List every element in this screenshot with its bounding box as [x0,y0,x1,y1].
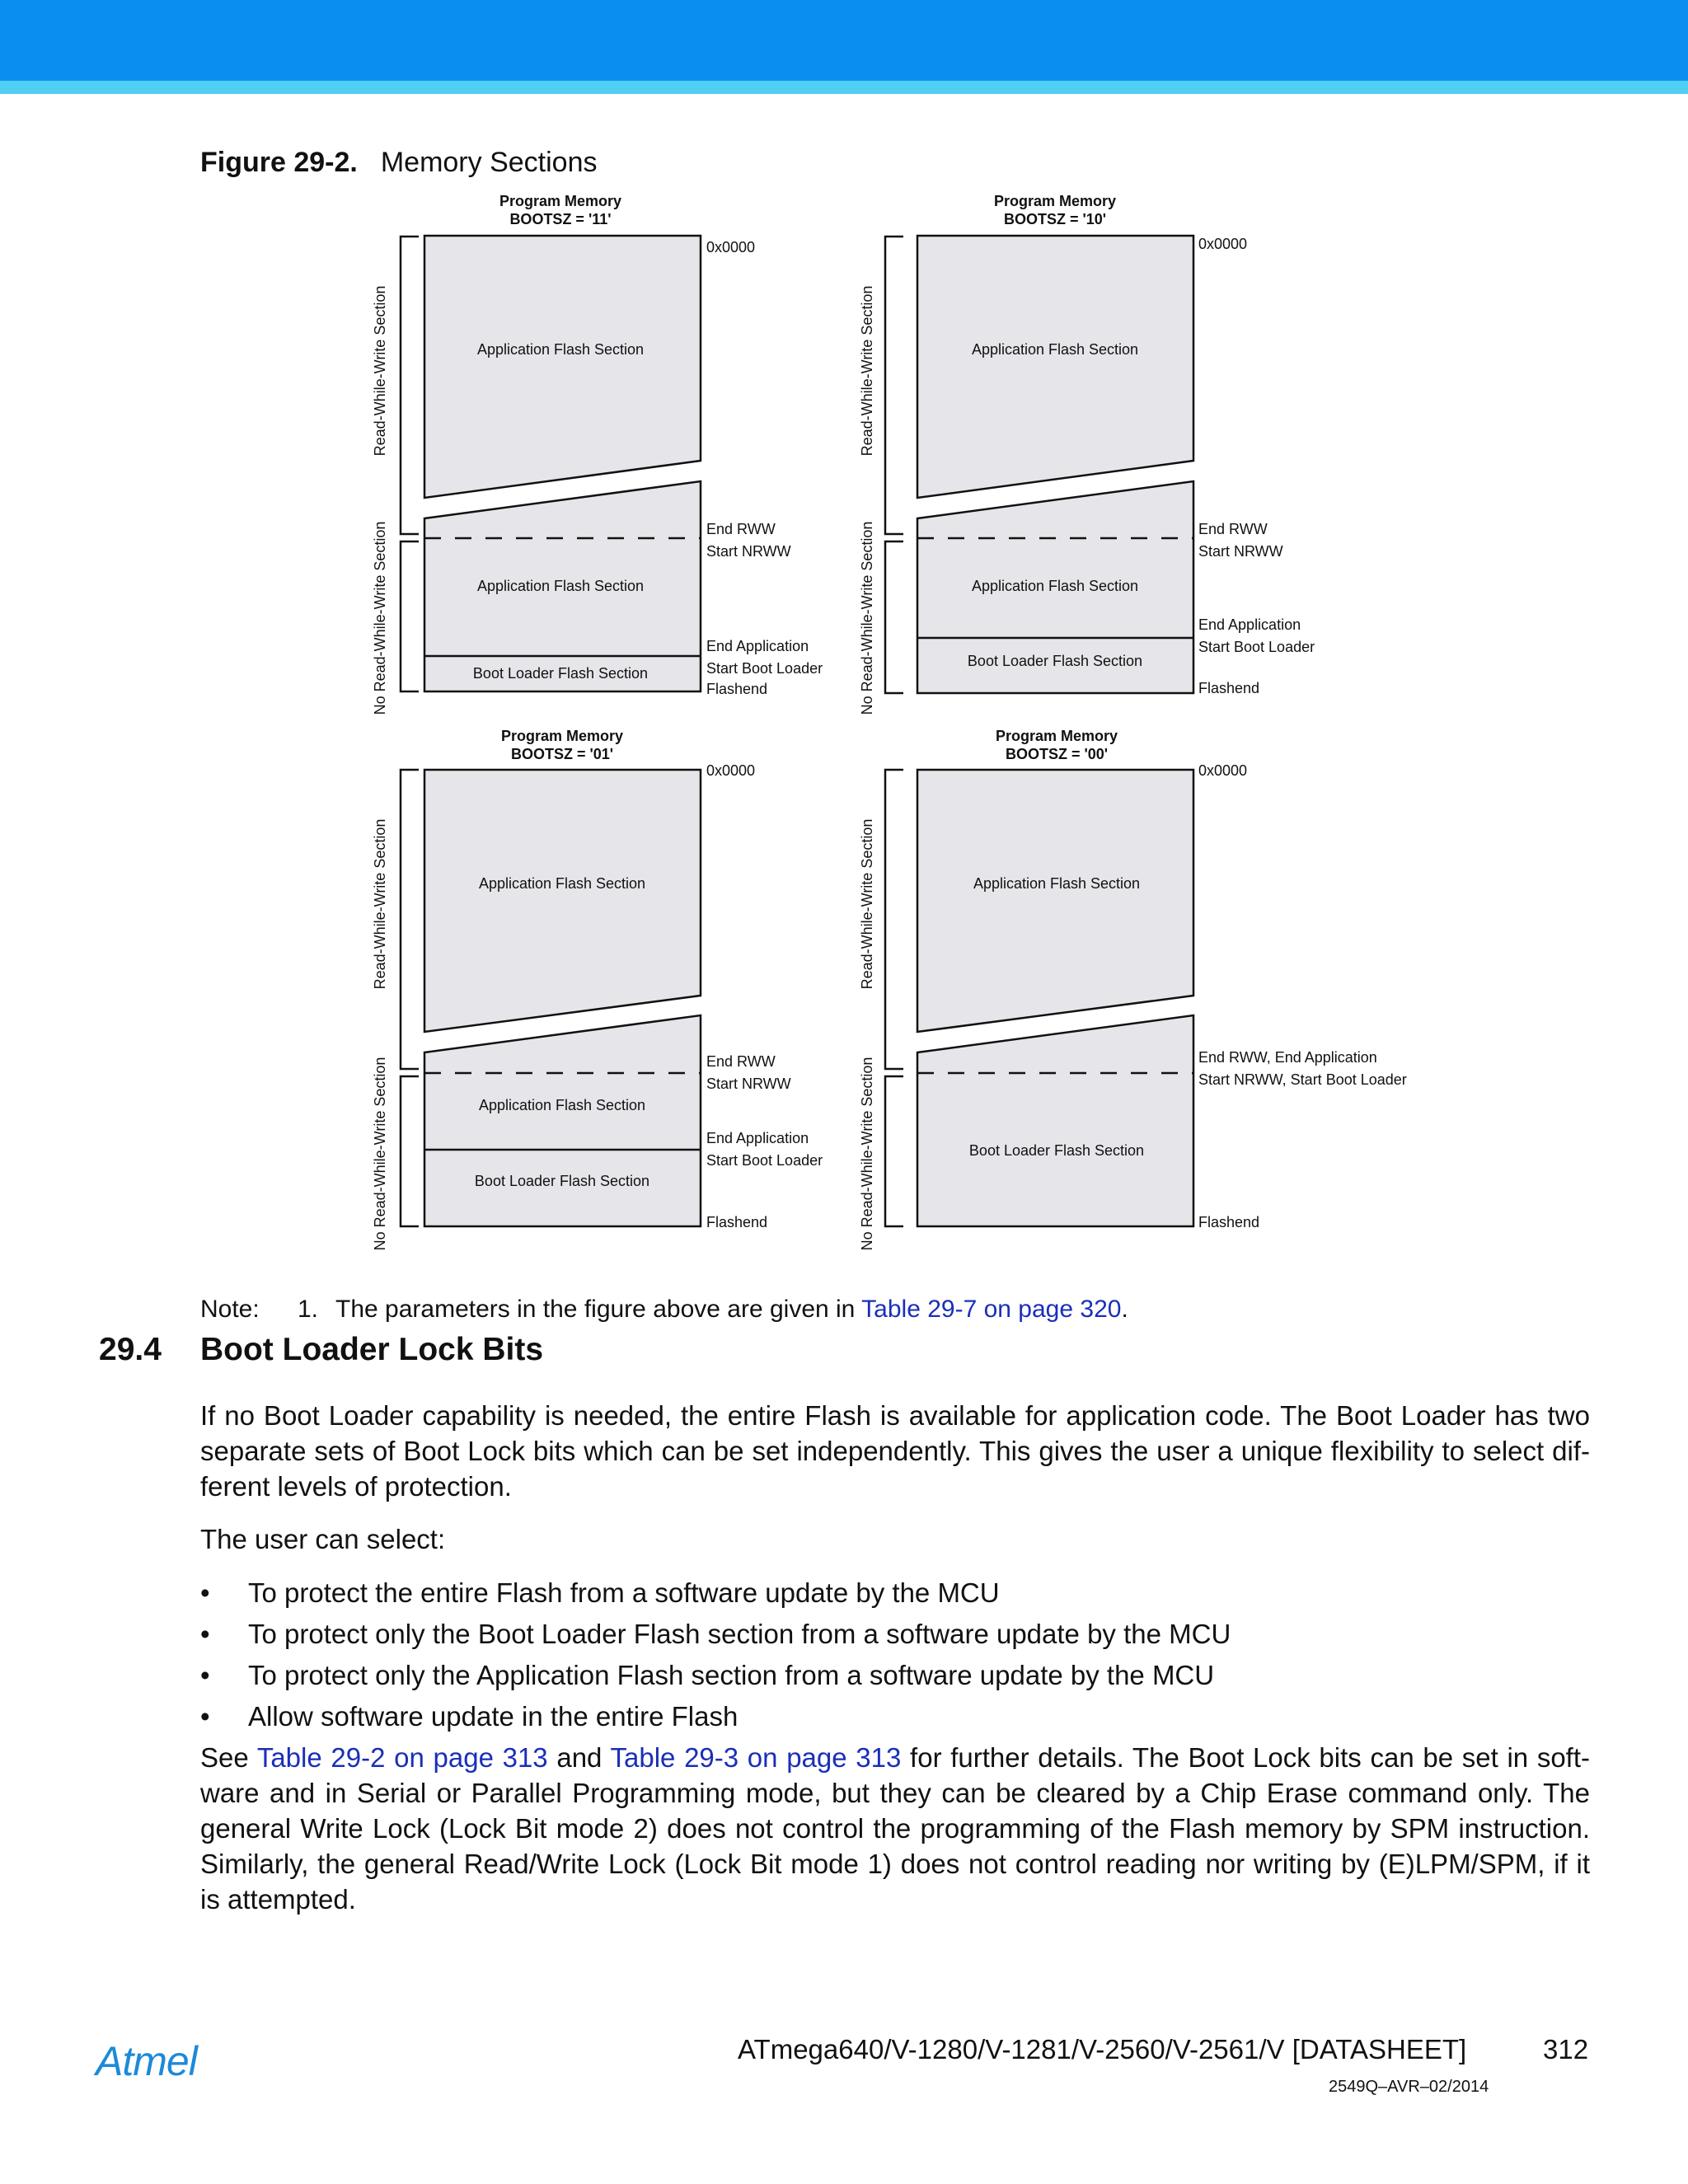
paragraph-user-select: The user can select: [200,1524,446,1554]
panel-title: Program Memory [499,193,622,209]
para-text: for further details. The Boot Lock bits can be set in soft-ware and in Serial or Parallel Programming mode, but they can be cleared by a Chip Erase command only. The general Write Lock (Lock Bit mode 2) does not control the programming of the Flash memory by SPM instruction. Similarly, the general Read/Write Lock (Lock Bit mode 1) does not control reading nor writing by (E)LPM/SPM, if it is attempted. [200,1742,1590,1915]
nrww-block [424,1015,701,1226]
end-app-label: End Application [706,638,809,654]
panel-title: Program Memory [993,193,1117,209]
end-rww-end-app-label: End RWW, End Application [1198,1049,1377,1066]
bullet-icon: • [200,1577,210,1608]
list-item [200,1657,1231,1699]
list-item-text: To protect the entire Flash from a software update by the MCU [248,1577,1000,1608]
table-29-2-link[interactable]: Table 29-2 on page 313 [256,1742,548,1773]
table-29-7-link[interactable]: Table 29-7 on page 320 [861,1296,1122,1323]
start-nrww-label: Start NRWW [1198,543,1283,560]
protection-options-list [200,1575,1231,1740]
atmel-logo: Atmel [96,2038,197,2084]
nrww-bracket [401,541,419,691]
start-nrww-label: Start NRWW [706,543,791,560]
end-rww-label: End RWW [706,521,776,537]
figure-number: Figure 29-2. [200,147,358,178]
rww-section-label: Read-While-Write Section [372,818,388,990]
list-item [200,1699,1231,1740]
panel-bootsz-01 [372,728,823,1250]
boot-flash-label: Boot Loader Flash Section [474,1173,650,1189]
rww-bracket [885,237,903,534]
nrww-bracket [401,1076,419,1226]
boot-flash-label: Boot Loader Flash Section [968,1142,1145,1159]
panel-bootsz-11 [372,193,823,715]
panel-title: Program Memory [500,728,624,744]
panel-bootsz: BOOTSZ = '01' [510,746,614,762]
app-flash-label: Application Flash Section [478,1097,646,1113]
rww-bracket [401,237,419,534]
para-text: and [547,1742,611,1773]
section-title: Boot Loader Lock Bits [200,1332,544,1367]
start-nrww-start-boot-label: Start NRWW, Start Boot Loader [1198,1071,1407,1088]
rww-section-label: Read-While-Write Section [859,818,875,990]
note-label: Note: [200,1296,260,1323]
start-boot-label: Start Boot Loader [706,660,823,677]
nrww-section-label: No Read-While-Write Section [372,521,388,715]
nrww-bracket [885,541,903,693]
start-boot-label: Start Boot Loader [706,1152,823,1169]
nrww-block [917,1015,1193,1226]
note-text: The parameters in the figure above are given in [335,1296,862,1323]
table-29-3-link[interactable]: Table 29-3 on page 313 [610,1742,902,1773]
list-item-text: Allow software update in the entire Flash [248,1701,738,1732]
flashend-label: Flashend [1198,1214,1260,1230]
rww-section-label: Read-While-Write Section [372,285,388,457]
section-heading [99,1332,543,1368]
paragraph-details [200,1740,1590,1917]
rww-app-block [424,770,701,1032]
bullet-icon: • [200,1701,210,1732]
document-code: 2549Q–AVR–02/2014 [1329,2078,1489,2096]
end-rww-label: End RWW [706,1053,776,1070]
note-end: . [1121,1296,1128,1323]
panel-title: Program Memory [995,728,1118,744]
boot-flash-label: Boot Loader Flash Section [967,653,1143,669]
rww-app-block [917,236,1193,498]
app-flash-label: Application Flash Section [476,341,645,358]
paragraph-intro: If no Boot Loader capability is needed, the entire Flash is available for application code. The Boot Loader has two separate sets of Boot Lock bits which can be set independently. This gives the user a unique flexibility to select dif-ferent levels of protection. [200,1400,1590,1502]
bullet-icon: • [200,1660,210,1690]
app-flash-label: Application Flash Section [478,875,646,892]
list-item-text: To protect only the Boot Loader Flash section from a software update by the MCU [248,1619,1231,1649]
rww-bracket [885,770,903,1069]
flashend-label: Flashend [1198,680,1260,696]
section-number: 29.4 [99,1332,162,1367]
panel-bootsz: BOOTSZ = '11' [509,211,612,227]
addr-start-label: 0x0000 [706,762,756,779]
app-flash-label: Application Flash Section [476,578,645,594]
note-number: 1. [298,1296,319,1323]
end-rww-label: End RWW [1198,521,1268,537]
figure-note [200,1296,1128,1324]
end-app-label: End Application [1198,616,1301,633]
footer-doc-title: ATmega640/V-1280/V-1281/V-2560/V-2561/V [DATASHEET] [738,2034,1467,2064]
flashend-label: Flashend [706,1214,768,1230]
start-nrww-label: Start NRWW [706,1076,791,1092]
addr-start-label: 0x0000 [1198,236,1248,252]
bullet-icon: • [200,1619,210,1649]
list-item-text: To protect only the Application Flash section from a software update by the MCU [248,1660,1215,1690]
nrww-section-label: No Read-While-Write Section [859,521,875,715]
boot-flash-label: Boot Loader Flash Section [472,665,649,682]
app-flash-label: Application Flash Section [971,341,1139,358]
end-app-label: End Application [706,1130,809,1146]
addr-start-label: 0x0000 [1198,762,1248,779]
panel-bootsz: BOOTSZ = '10' [1003,211,1107,227]
list-item [200,1575,1231,1616]
figure-title: Memory Sections [380,147,598,178]
addr-start-label: 0x0000 [706,239,756,255]
nrww-section-label: No Read-While-Write Section [372,1057,388,1251]
panel-bootsz: BOOTSZ = '00' [1005,746,1109,762]
panel-bootsz-00 [859,728,1407,1250]
rww-bracket [401,770,419,1069]
flashend-label: Flashend [706,681,768,697]
list-item [200,1616,1231,1657]
app-flash-label: Application Flash Section [971,578,1139,594]
nrww-bracket [885,1076,903,1226]
para-text: See [200,1742,257,1773]
rww-section-label: Read-While-Write Section [859,285,875,457]
page-number: 312 [1543,2034,1589,2064]
nrww-section-label: No Read-While-Write Section [859,1057,875,1251]
start-boot-label: Start Boot Loader [1198,639,1315,655]
rww-app-block [917,770,1193,1032]
rww-app-block [424,236,701,498]
app-flash-label: Application Flash Section [973,875,1141,892]
panel-bootsz-10 [859,193,1315,715]
